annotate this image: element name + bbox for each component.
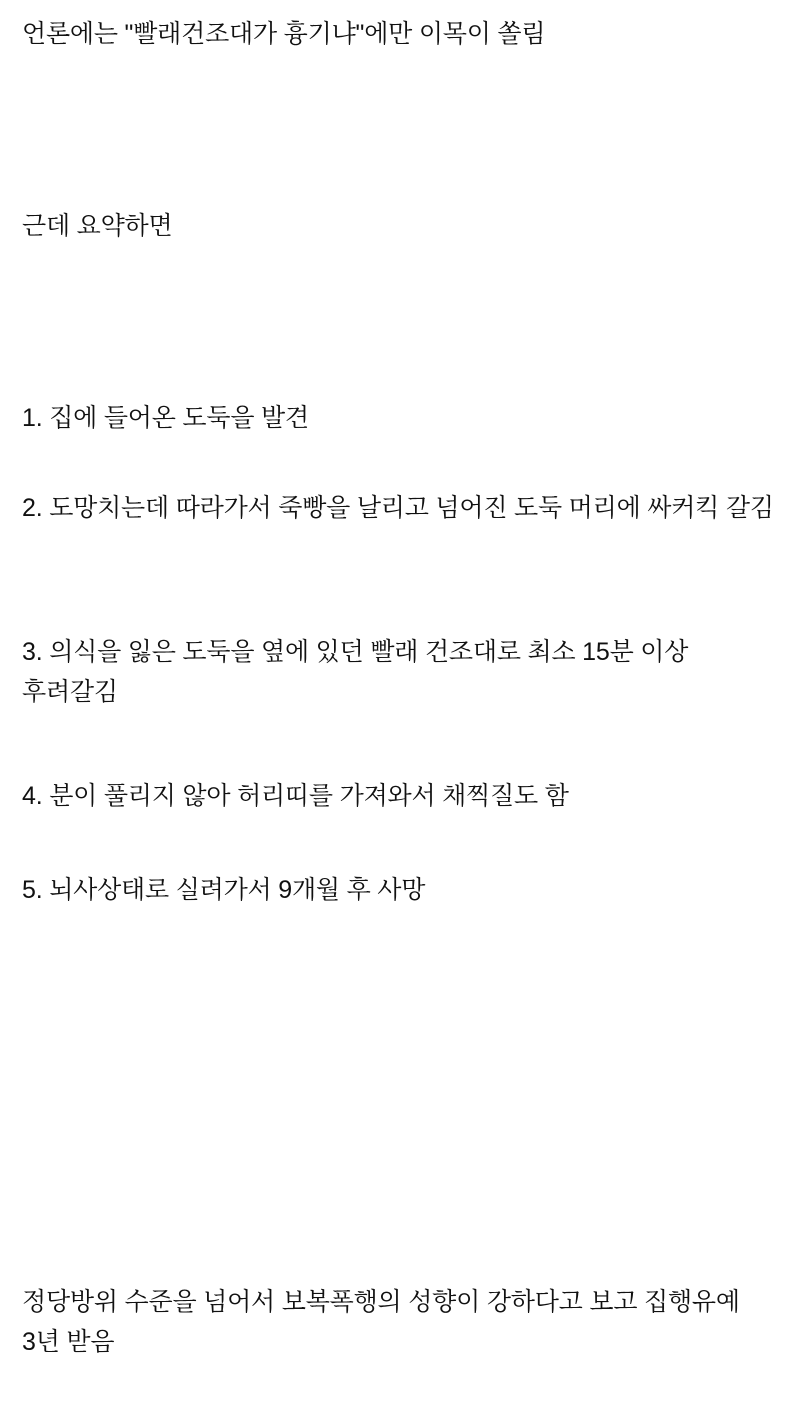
lead-text: 근데 요약하면 xyxy=(22,212,173,240)
closing-text: 정당방위 수준을 넘어서 보복폭행의 성향이 강하다고 보고 집행유예 3년 받음 xyxy=(22,1288,747,1356)
summary-item-4: 4. 분이 풀리지 않아 허리띠를 가져와서 채찍질도 함 xyxy=(22,782,569,810)
headline-text: 언론에는 "빨래건조대가 흉기냐"에만 이목이 쏠림 xyxy=(22,20,546,48)
summary-item-5: 5. 뇌사상태로 실려가서 9개월 후 사망 xyxy=(22,876,426,904)
summary-item-1: 1. 집에 들어온 도둑을 발견 xyxy=(22,404,309,432)
summary-item-3: 3. 의식을 잃은 도둑을 옆에 있던 빨래 건조대로 최소 15분 이상 후려갈김 xyxy=(22,638,695,706)
summary-item-2: 2. 도망치는데 따라가서 죽빵을 날리고 넘어진 도둑 머리에 싸커킥 갈김 xyxy=(22,494,774,522)
